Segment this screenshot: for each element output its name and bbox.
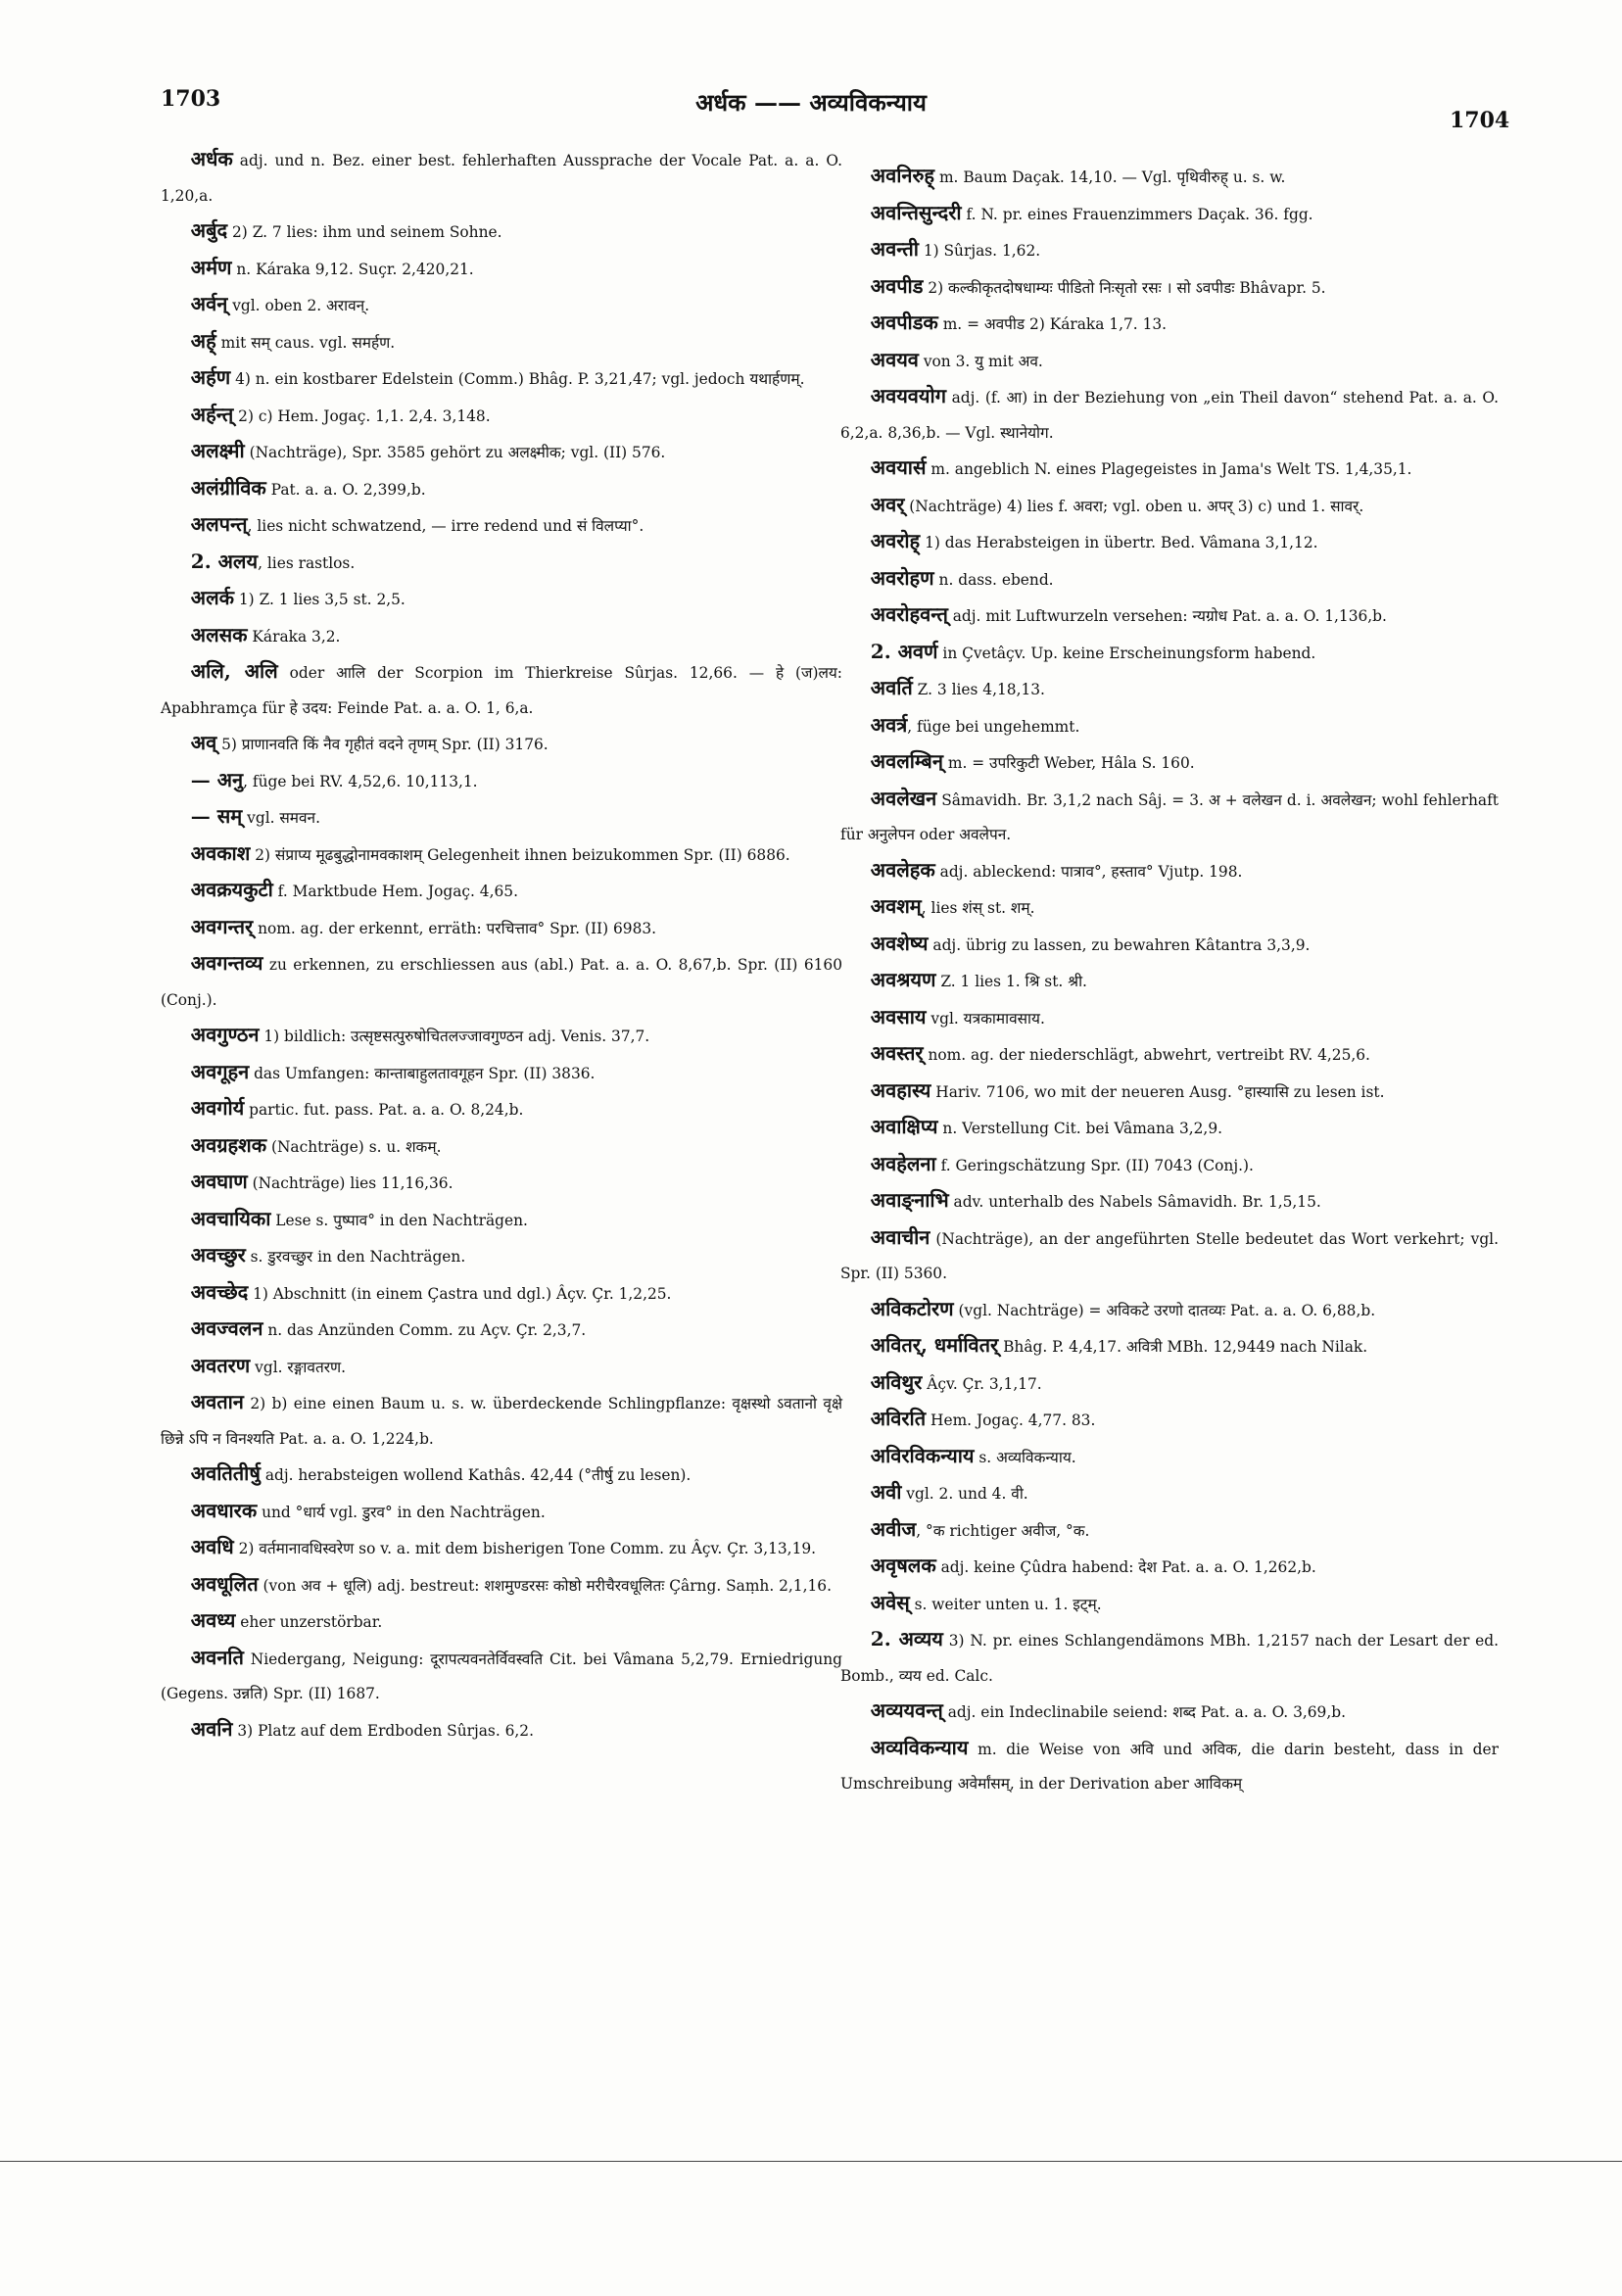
entry-headword: अवगन्तव्य (190, 951, 263, 975)
entry-text: adj. keine Çûdra habend: देश Pat. a. a. O. 1,262,b. (935, 1558, 1316, 1576)
dictionary-entry (161, 1494, 842, 1531)
entry-headword: अवन्तिसुन्दरी (870, 200, 962, 224)
footer-rule (0, 2161, 1622, 2162)
entry-headword: अलर्क (190, 586, 234, 609)
dictionary-entry (161, 1567, 842, 1604)
entry-text: (Nachträge) lies 11,16,36. (247, 1174, 453, 1192)
entry-text: 5) प्राणानवति किं नैव गृहीतं वदने तृणम् Spr. (II) 3176. (216, 736, 549, 753)
entry-headword: अवृषलक (870, 1554, 936, 1577)
dictionary-entry (161, 618, 842, 655)
dictionary-entry (161, 1091, 842, 1128)
entry-text: Bhâg. P. 4,4,17. अवित्री MBh. 12,9449 nach Nilak. (998, 1338, 1368, 1356)
entry-headword: — सम् (190, 804, 243, 828)
dictionary-entry (840, 1000, 1499, 1037)
entry-text: in Çvetâçv. Up. keine Erscheinungsform habend. (937, 644, 1316, 662)
entry-text: m. angeblich N. eines Plagegeistes in Jama's Welt TS. 1,4,35,1. (926, 460, 1412, 478)
dictionary-entry (161, 471, 842, 508)
dictionary-entry (161, 837, 842, 874)
entry-headword: अवयवयोग (870, 384, 946, 407)
entry-text: adv. unterhalb des Nabels Sâmavidh. Br. 1,5,15. (948, 1193, 1321, 1211)
dictionary-entry (840, 1402, 1499, 1439)
entry-text: eher unzerstörbar. (235, 1613, 383, 1631)
entry-headword: अवयव (870, 347, 919, 371)
page-number-left: 1703 (161, 86, 221, 112)
entry-text: 3) N. pr. eines Schlangendämons MBh. 1,2157 nach der Lesart der ed. Bomb., व्यय ed. Calc. (840, 1632, 1500, 1685)
dictionary-entry (161, 1603, 842, 1641)
entry-headword: अवलेखन (870, 786, 937, 810)
entry-text: , lies शंस् st. शम्. (921, 899, 1035, 917)
entry-text: f. Geringschätzung Spr. (II) 7043 (Conj.). (935, 1156, 1254, 1174)
entry-headword: अवी (870, 1480, 902, 1504)
entry-headword: अवस्तर् (870, 1041, 924, 1065)
dictionary-entry (840, 927, 1499, 964)
entry-text: Z. 3 lies 4,18,13. (912, 681, 1045, 698)
dictionary-entry (840, 1439, 1499, 1476)
entry-headword: अवसाय (870, 1004, 927, 1028)
entry-headword: अवधि (190, 1535, 234, 1558)
dictionary-entry (840, 1220, 1499, 1292)
entry-text: 3) Platz auf dem Erdboden Sûrjas. 6,2. (232, 1721, 534, 1740)
entry-headword: अवलम्बिन् (870, 749, 943, 773)
entry-headword: 2. अव्यय (870, 1627, 943, 1650)
dictionary-entry (840, 1475, 1499, 1512)
entry-headword: अवतान (190, 1390, 244, 1413)
entry-headword: अर्हन्त् (190, 402, 234, 426)
entry-headword: अवज्वलन (190, 1316, 263, 1340)
dictionary-entry (840, 1292, 1499, 1329)
dictionary-entry (840, 1328, 1499, 1365)
entry-text: adj. übrig zu lassen, zu bewahren Kâtantra 3,3,9. (928, 935, 1311, 954)
entry-text: vgl. oben 2. अरावन्. (227, 297, 370, 314)
entry-headword: अवधूलित (190, 1571, 259, 1596)
dictionary-entry (161, 1385, 842, 1457)
entry-headword: अवन्ती (870, 237, 919, 261)
entry-headword: अवगुण्ठन (190, 1023, 260, 1046)
dictionary-entry (840, 1512, 1499, 1550)
dictionary-entry (840, 853, 1499, 890)
entry-text: adj. ein Indeclinabile seiend: शब्द Pat. a. a. O. 3,69,b. (942, 1703, 1346, 1721)
entry-text: m. = उपरिकुटी Weber, Hâla S. 160. (942, 754, 1195, 772)
entry-headword: अवच्छेद (190, 1279, 249, 1304)
entry-text: adj. (f. आ) in der Beziehung von „ein Theil davon“ stehend Pat. a. a. O. 6,2,a. 8,36,b. — Vgl. स्थानेयोग. (840, 389, 1499, 442)
entry-headword: अवचायिका (190, 1206, 271, 1230)
dictionary-entry (840, 1183, 1499, 1220)
entry-text: vgl. समवन. (242, 809, 320, 827)
entry-headword: — अनु (190, 767, 244, 791)
dictionary-entry (840, 782, 1499, 853)
entry-headword: अवगोर्य (190, 1096, 245, 1120)
dictionary-entry (161, 1128, 842, 1166)
dictionary-entry (840, 1074, 1499, 1111)
entry-text: vgl. यत्रकामावसाय. (926, 1009, 1045, 1028)
entry-text: 2) c) Hem. Jogaç. 1,1. 2,4. 3,148. (233, 407, 491, 425)
dictionary-entry (161, 1165, 842, 1202)
dictionary-entry (161, 507, 842, 545)
entry-text: Hem. Jogaç. 4,77. 83. (926, 1411, 1096, 1429)
entry-text: n. Káraka 9,12. Suçr. 2,420,21. (231, 260, 474, 278)
entry-text: , lies nicht schwatzend, — irre redend und सं विलप्या°. (247, 517, 644, 535)
dictionary-entry (840, 159, 1499, 196)
dictionary-entry (840, 488, 1499, 525)
entry-headword: अविरविकन्याय (870, 1443, 975, 1467)
entry-headword: अवधारक (190, 1498, 258, 1522)
entry-headword: अर्हण (190, 365, 231, 389)
entry-headword: अवशेष्य (870, 931, 929, 955)
entry-headword: अवकाश (190, 840, 251, 865)
dictionary-entry (840, 889, 1499, 927)
entry-text: (Nachträge) 4) lies f. अवरा; vgl. oben u. अपर् 3) c) und 1. सावर्. (904, 497, 1364, 515)
entry-text: und °धार्य vgl. डुरव° in den Nachträgen. (257, 1503, 546, 1521)
dictionary-entry (840, 1731, 1499, 1802)
entry-text: von 3. यु mit अव. (918, 352, 1043, 370)
entry-headword: अविरति (870, 1407, 927, 1430)
dictionary-entry (161, 434, 842, 471)
entry-headword: अवध्य (190, 1608, 236, 1632)
dictionary-entry (840, 671, 1499, 708)
entry-text: n. dass. ebend. (933, 570, 1054, 589)
dictionary-entry (840, 708, 1499, 745)
entry-headword: अव्ययवन्त् (870, 1698, 943, 1722)
entry-headword: अवरोहवन्त् (870, 602, 948, 626)
entry-headword: अवलेहक (870, 857, 935, 882)
entry-text: 1) das Herabsteigen in übertr. Bed. Vâmana 3,1,12. (920, 534, 1318, 551)
entry-text: , lies rastlos. (258, 553, 356, 572)
entry-text: vgl. रङ्गावतरण. (250, 1358, 347, 1376)
entry-text: n. Verstellung Cit. bei Vâmana 3,2,9. (937, 1120, 1223, 1137)
entry-headword: अविथुर (870, 1369, 923, 1394)
dictionary-entry (161, 1275, 842, 1313)
dictionary-entry (161, 1349, 842, 1386)
page-number-right: 1704 (1450, 108, 1510, 133)
entry-headword: 2. अलय (190, 549, 259, 573)
dictionary-entry (161, 1202, 842, 1239)
dictionary-entry (840, 1147, 1499, 1184)
entry-headword: अवर्ति (870, 676, 913, 699)
entry-text: , füge bei ungehemmt. (907, 717, 1080, 736)
entry-headword: अवनति (190, 1645, 244, 1669)
dictionary-entry (161, 946, 842, 1018)
entry-headword: अवनिरुह् (870, 164, 935, 187)
entry-text: Niedergang, Neigung: दूरापत्यवनतेर्विवस्वति Cit. bei Vâmana 5,2,79. Erniedrigung (Gegens. उन्नति) Spr. (II) 1687. (161, 1650, 842, 1702)
entry-text: 4) n. ein kostbarer Edelstein (Comm.) Bhâg. P. 3,21,47; vgl. jedoch यथार्हणम्. (230, 370, 805, 388)
entry-headword: अलपन्त् (190, 512, 248, 536)
entry-headword: अवाचीन (870, 1224, 930, 1249)
entry-text: vgl. 2. und 4. वी. (901, 1485, 1028, 1503)
dictionary-entry (840, 1622, 1499, 1694)
entry-text: Káraka 3,2. (247, 627, 341, 646)
entry-text: (Nachträge), Spr. 3585 gehört zu अलक्ष्मीक; vgl. (II) 576. (244, 444, 666, 461)
entry-headword: अवपीडक (870, 311, 938, 334)
entry-headword: अवक्रयकुटी (190, 878, 273, 901)
entry-text: m. die Weise von अवि und अविक, die darin besteht, dass in der Umschreibung अवेर्मांसम्, in der Derivation aber आविकम् (840, 1740, 1499, 1793)
dictionary-entry (161, 1312, 842, 1349)
entry-text: 2) संप्राप्य मूढबुद्धोनामवकाशम् Gelegenheit ihnen beizukommen Spr. (II) 6886. (250, 845, 790, 864)
entry-headword: अवनि (190, 1716, 233, 1741)
dictionary-entry (161, 1238, 842, 1275)
entry-text: (von अव + धूलि) adj. bestreut: शशमुण्डरसः कोष्ठो मरीचैरवधूलितः Çârng. Saṃh. 2,1,16. (258, 1576, 832, 1595)
entry-text: Hariv. 7106, wo mit der neueren Ausg. °हास्यासि zu lesen ist. (930, 1082, 1385, 1101)
entry-text: (Nachträge), an der angeführten Stelle bedeutet das Wort verkehrt; vgl. Spr. (II) 5360. (840, 1229, 1499, 1282)
dictionary-entry (840, 269, 1499, 307)
entry-text: Âçv. Çr. 3,1,17. (922, 1374, 1042, 1393)
dictionary-entry (161, 581, 842, 618)
entry-headword: अवघाण (190, 1170, 248, 1193)
dictionary-entry (840, 1549, 1499, 1586)
entry-text: Z. 1 lies 1. श्रि st. श्री. (935, 973, 1087, 990)
entry-text: n. das Anzünden Comm. zu Açv. Çr. 2,3,7. (262, 1321, 587, 1339)
dictionary-entry (161, 1530, 842, 1567)
dictionary-entry (840, 1110, 1499, 1147)
entry-headword: अवितर्, धर्मावितर् (870, 1333, 999, 1357)
dictionary-entry (161, 726, 842, 763)
entry-text: s. अव्यविकन्याय. (974, 1448, 1076, 1466)
entry-text: m. = अवपीड 2) Káraka 1,7. 13. (937, 315, 1168, 333)
entry-headword: अवहास्य (870, 1077, 931, 1102)
entry-headword: अवतितीर्षु (190, 1461, 261, 1485)
entry-text: 2) b) eine einen Baum u. s. w. überdeckende Schlingpflanze: वृक्षस्थो ऽवतानो वृक्षे छिन्ने ऽपि न विनश्यति Pat. a. a. O. 1,224,b. (161, 1395, 842, 1448)
running-head: अर्धक —— अव्यविकन्याय (695, 88, 927, 117)
dictionary-entry (840, 524, 1499, 561)
entry-text: 1) bildlich: उत्सृष्टसत्पुरुषोचितलज्जावगुण्ठन adj. Venis. 37,7. (259, 1028, 650, 1045)
entry-headword: अवश्रयण (870, 968, 936, 991)
left-column (161, 142, 842, 1748)
dictionary-entry (161, 873, 842, 910)
right-column (840, 159, 1499, 1802)
dictionary-entry (161, 1055, 842, 1092)
dictionary-entry (161, 360, 842, 398)
entry-text: 2) वर्तमानावधिस्वरेण so v. a. mit dem bisherigen Tone Comm. zu Âçv. Çr. 3,13,19. (233, 1540, 817, 1557)
entry-text: das Umfangen: कान्ताबाहुलतावगूहन Spr. (II) 3836. (249, 1064, 596, 1082)
dictionary-entry (161, 1457, 842, 1494)
dictionary-entry (840, 635, 1499, 672)
entry-headword: अर्मण (190, 255, 232, 279)
entry-headword: अवशम् (870, 894, 922, 918)
entry-text: Pat. a. a. O. 2,399,b. (265, 480, 426, 499)
dictionary-entry (840, 343, 1499, 380)
dictionary-entry (161, 545, 842, 582)
dictionary-entry (161, 287, 842, 324)
entry-headword: अवग्रहशक (190, 1132, 267, 1157)
dictionary-entry (161, 763, 842, 800)
entry-headword: अर्धक (190, 147, 233, 170)
entry-headword: अवतरण (190, 1353, 251, 1377)
entry-text: nom. ag. der niederschlägt, abwehrt, vertreibt RV. 4,25,6. (923, 1046, 1370, 1064)
dictionary-entry (161, 1641, 842, 1712)
entry-text: 1) Abschnitt (in einem Çastra und dgl.) Âçv. Çr. 1,2,25. (248, 1284, 672, 1303)
entry-text: zu erkennen, zu erschliessen aus (abl.) Pat. a. a. O. 8,67,b. Spr. (II) 6160 (Conj.). (161, 956, 842, 1009)
entry-text: partic. fut. pass. Pat. a. a. O. 8,24,b. (244, 1101, 524, 1119)
dictionary-entry (840, 1365, 1499, 1403)
entry-text: adj. mit Luftwurzeln versehen: न्यग्रोध Pat. a. a. O. 1,136,b. (947, 607, 1387, 625)
entry-headword: 2. अवर्ण (870, 639, 938, 663)
entry-text: Sâmavidh. Br. 3,1,2 nach Sâj. = 3. अ + वलेखन d. i. अवलेखन; wohl fehlerhaft für अनुलेपन oder अवलेपन. (840, 790, 1499, 843)
entry-text: adj. und n. Bez. einer best. fehlerhaften Aussprache der Vocale Pat. a. a. O. 1,20,a. (161, 152, 842, 205)
entry-headword: अवहेलना (870, 1151, 936, 1175)
entry-headword: अवाङ्नाभि (870, 1188, 949, 1212)
dictionary-entry (161, 214, 842, 251)
entry-headword: अवगूहन (190, 1059, 250, 1083)
entry-text: (Nachträge) s. u. शकम्. (266, 1137, 442, 1156)
entry-text: f. Marktbude Hem. Jogaç. 4,65. (272, 883, 518, 900)
entry-headword: अवेस् (870, 1590, 910, 1614)
entry-headword: अलसक (190, 622, 248, 646)
entry-text: mit सम् caus. vgl. समर्हण. (215, 333, 396, 352)
entry-text: oder आलि der Scorpion im Thierkreise Sûrjas. 12,66. — हे (ज)लय: Apabhramça für हे उदय: Feinde Pat. a. a. O. 1, 6,a. (161, 664, 842, 717)
dictionary-entry (840, 1586, 1499, 1623)
entry-headword: अलि, अलि (190, 659, 278, 683)
dictionary-entry (840, 379, 1499, 451)
dictionary-entry (840, 561, 1499, 598)
dictionary-entry (161, 654, 842, 726)
entry-text: , °क richtiger अवीज, °क. (916, 1521, 1090, 1540)
entry-headword: अवयार्स (870, 455, 927, 479)
entry-text: Lese s. पुष्पाव° in den Nachträgen. (270, 1211, 528, 1229)
dictionary-entry (840, 451, 1499, 488)
entry-headword: अव्यविकन्याय (870, 1735, 969, 1759)
entry-text: m. Baum Daçak. 14,10. — Vgl. पृथिवीरुह् u. s. w. (934, 168, 1286, 186)
dictionary-entry (840, 1036, 1499, 1074)
entry-text: adj. ableckend: पात्राव°, हस्ताव° Vjutp. 198. (934, 862, 1243, 881)
dictionary-entry (840, 598, 1499, 635)
dictionary-entry (161, 142, 842, 214)
entry-text: 1) Z. 1 lies 3,5 st. 2,5. (234, 591, 406, 608)
entry-text: 2) कल्कीकृतदोषधाम्यः पीडितो निःसृतो रसः । सो ऽवपीडः Bhâvapr. 5. (923, 278, 1326, 297)
entry-headword: अवर् (870, 492, 905, 516)
entry-headword: अवच्छुर (190, 1243, 246, 1267)
entry-headword: अविकटोरण (870, 1296, 954, 1320)
dictionary-entry (161, 251, 842, 288)
entry-headword: अव् (190, 731, 217, 754)
entry-headword: अर्बुद (190, 218, 228, 242)
dictionary-entry (161, 910, 842, 947)
entry-text: 2) Z. 7 lies: ihm und seinem Sohne. (227, 223, 502, 241)
dictionary-entry (840, 963, 1499, 1000)
entry-headword: अवीज (870, 1516, 917, 1541)
entry-headword: अवगन्तर् (190, 914, 254, 938)
dictionary-entry (840, 196, 1499, 233)
entry-headword: अर्वन् (190, 292, 228, 315)
entry-text: s. डुरवच्छुर in den Nachträgen. (245, 1248, 466, 1266)
dictionary-entry (161, 799, 842, 837)
dictionary-entry (840, 1694, 1499, 1731)
dictionary-entry (161, 1712, 842, 1749)
entry-headword: अवपीड (870, 273, 924, 298)
entry-text: nom. ag. der erkennt, erräth: परचित्ताव° Spr. (II) 6983. (253, 919, 657, 937)
entry-headword: अवर्त्र (870, 712, 908, 737)
dictionary-entry (840, 744, 1499, 782)
dictionary-entry (161, 1018, 842, 1055)
entry-text: , füge bei RV. 4,52,6. 10,113,1. (243, 772, 478, 790)
dictionary-entry (840, 306, 1499, 343)
entry-headword: अलंग्रीविक (190, 475, 266, 500)
entry-text: f. N. pr. eines Frauenzimmers Daçak. 36. fgg. (961, 205, 1313, 223)
dictionary-entry (161, 398, 842, 435)
entry-headword: अवाक्षिप्य (870, 1115, 938, 1138)
dictionary-entry (840, 232, 1499, 269)
entry-text: (vgl. Nachträge) = अविकटे उरणो दातव्यः Pat. a. a. O. 6,88,b. (953, 1301, 1376, 1319)
entry-headword: अलक्ष्मी (190, 439, 245, 462)
entry-text: adj. herabsteigen wollend Kathâs. 42,44 (°तीर्षु zu lesen). (260, 1466, 692, 1484)
entry-text: 1) Sûrjas. 1,62. (918, 242, 1041, 260)
entry-headword: अवरोह् (870, 529, 921, 552)
dictionary-entry (161, 324, 842, 361)
entry-headword: अर्ह् (190, 328, 216, 353)
entry-text: s. weiter unten u. 1. इट्म्. (909, 1595, 1102, 1613)
entry-headword: अवरोहण (870, 565, 934, 590)
